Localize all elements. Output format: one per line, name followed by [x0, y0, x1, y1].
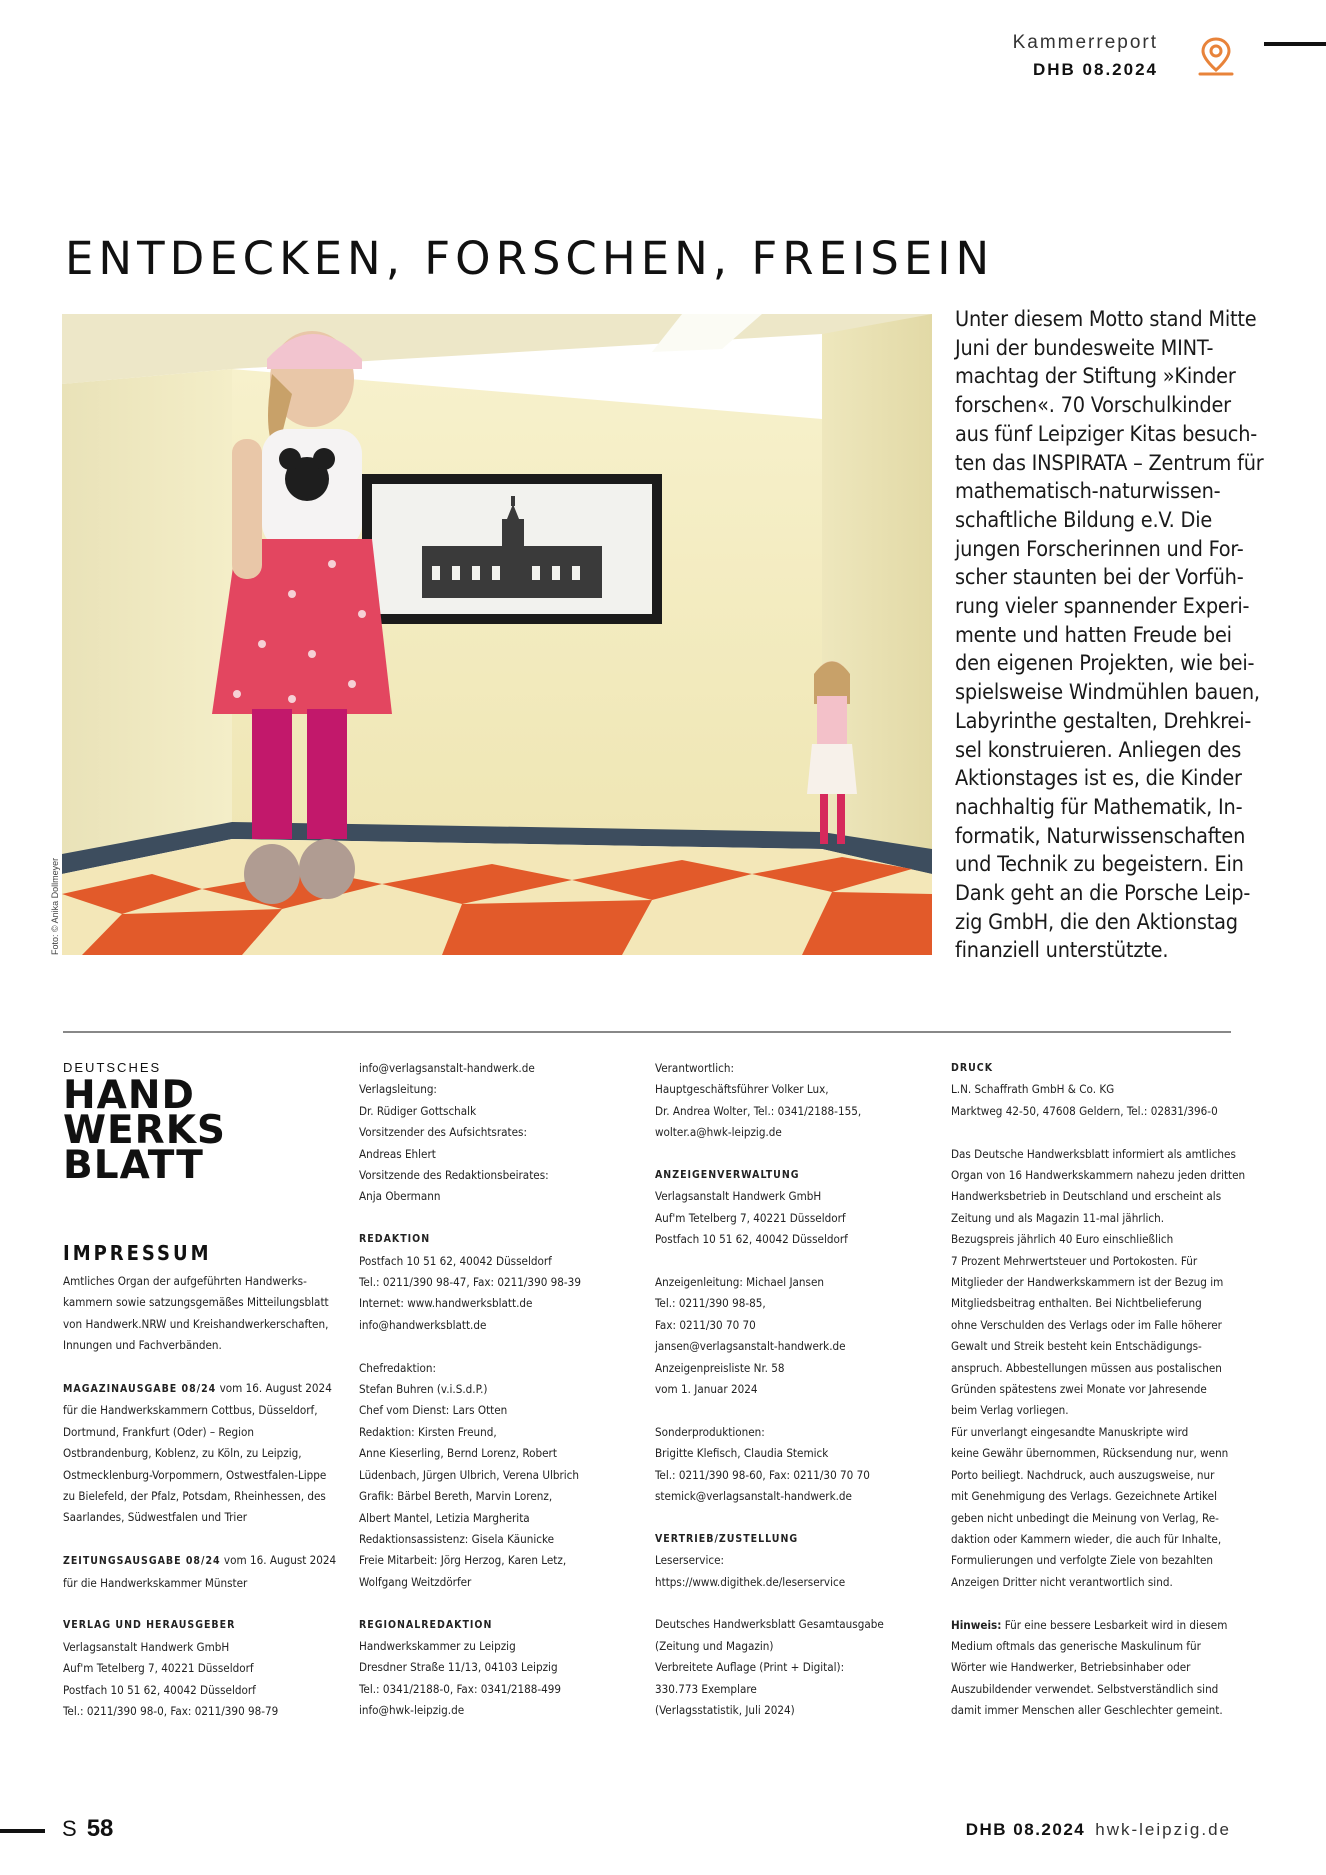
impressum-line: Dortmund, Frankfurt (Oder) – Region: [63, 1424, 255, 1439]
intro-line: Aktionstages ist es, die Kinder: [955, 766, 1242, 792]
impressum-line: zu Bielefeld, der Pfalz, Potsdam, Rheinhessen, des: [63, 1489, 326, 1504]
article-photo: [62, 314, 932, 955]
intro-line: Juni der bundesweite MINT-: [955, 335, 1214, 361]
impressum-line: Innungen und Fachverbänden.: [63, 1338, 222, 1353]
impressum-line: L.N. Schaffrath GmbH & Co. KG: [951, 1082, 1115, 1097]
impressum-line: von Handwerk.NRW und Kreishandwerkerschaften,: [63, 1316, 329, 1331]
impressum-line: Sonderproduktionen:: [655, 1424, 765, 1439]
impressum-line: VERTRIEB/ZUSTELLUNG: [655, 1532, 799, 1545]
impressum-line: Dr. Rüdiger Gottschalk: [359, 1103, 477, 1118]
impressum-line: Saarlandes, Südwestfalen und Trier: [63, 1510, 248, 1525]
impressum-line: DRUCK: [951, 1062, 994, 1074]
impressum-line: Lüdenbach, Jürgen Ulbrich, Verena Ulbrich: [359, 1467, 580, 1482]
impressum-line: [655, 1144, 884, 1165]
impressum-line: Verlagsanstalt Handwerk GmbH: [655, 1189, 822, 1204]
intro-line: rung vieler spannender Experi-: [955, 594, 1250, 620]
impressum-line: Auf'm Tetelberg 7, 40221 Düsseldorf: [655, 1210, 846, 1225]
footer-issue: DHB 08.2024: [965, 1820, 1086, 1839]
impressum-line: 7 Prozent Mehrwertsteuer und Portokosten. Für: [951, 1253, 1198, 1268]
impressum-line: Tel.: 0211/390 98-60, Fax: 0211/30 70 70: [655, 1467, 870, 1482]
impressum-line: jansen@verlagsanstalt-handwerk.de: [655, 1339, 846, 1354]
impressum-line: https://www.digithek.de/leserservice: [655, 1574, 846, 1589]
photo-credit: Foto: © Anika Dollmeyer: [50, 857, 60, 955]
impressum-line: [655, 1593, 884, 1614]
impressum-line: [951, 1122, 1245, 1143]
impressum-line: Brigitte Klefisch, Claudia Stemick: [655, 1446, 829, 1461]
impressum-column-3: [655, 1058, 884, 1722]
impressum-line: Vorsitzende des Redaktionsbeirates:: [359, 1168, 549, 1183]
impressum-line: keine Gewähr übernommen, Rücksendung nur, wenn: [951, 1446, 1229, 1461]
impressum-line: Ostbrandenburg, Koblenz, zu Köln, zu Leipzig,: [63, 1446, 302, 1461]
impressum-line: Fax: 0211/30 70 70: [655, 1317, 756, 1332]
impressum-line: Redaktion: Kirsten Freund,: [359, 1424, 497, 1439]
impressum-line: beim Verlag vorliegen.: [951, 1403, 1069, 1418]
impressum-line: stemick@verlagsanstalt-handwerk.de: [655, 1489, 852, 1504]
impressum-line: Mitgliedsbeitrag enthalten. Bei Nichtbelieferung: [951, 1296, 1202, 1311]
impressum-line: Marktweg 42-50, 47608 Geldern, Tel.: 02831/396-0: [951, 1103, 1218, 1118]
intro-line: zig GmbH, die den Aktionstag: [955, 909, 1238, 935]
impressum-line: Für unverlangt eingesandte Manuskripte wird: [951, 1424, 1189, 1439]
impressum-column-2: [359, 1058, 581, 1722]
impressum-line: 330.773 Exemplare: [655, 1681, 757, 1696]
impressum-line: (Zeitung und Magazin): [655, 1638, 774, 1653]
intro-line: forschen«. 70 Vorschulkinder: [955, 393, 1231, 419]
page-number-value: 58: [86, 1815, 114, 1842]
impressum-line: Anzeigenpreisliste Nr. 58: [655, 1360, 785, 1375]
impressum-line: Vorsitzender des Aufsichtsrates:: [359, 1125, 528, 1140]
intro-line: und Technik zu begeistern. Ein: [955, 852, 1244, 878]
impressum-line: Postfach 10 51 62, 40042 Düsseldorf: [63, 1682, 256, 1697]
intro-line: den eigenen Projekten, wie bei-: [955, 651, 1255, 677]
impressum-line: Verbreitete Auflage (Print + Digital):: [655, 1660, 845, 1675]
impressum-line: Ostmecklenburg-Vorpommern, Ostwestfalen-Lippe: [63, 1467, 327, 1482]
impressum-line: Mitglieder der Handwerkskammern ist der Bezug im: [951, 1275, 1224, 1290]
impressum-line: für die Handwerkskammern Cottbus, Düsseldorf,: [63, 1403, 318, 1418]
impressum-line: info@handwerksblatt.de: [359, 1317, 487, 1332]
intro-line: formatik, Naturwissenschaften: [955, 823, 1246, 849]
impressum-line: Deutsches Handwerksblatt Gesamtausgabe: [655, 1617, 884, 1632]
impressum-line: [63, 1529, 336, 1550]
impressum-line: Grafik: Bärbel Bereth, Marvin Lorenz,: [359, 1489, 553, 1504]
impressum-line: Organ von 16 Handwerkskammern nahezu jeden dritten: [951, 1168, 1246, 1183]
impressum-line: Tel.: 0211/390 98-0, Fax: 0211/390 98-79: [63, 1704, 279, 1719]
impressum-line: info@hwk-leipzig.de: [359, 1703, 465, 1718]
impressum-line: [655, 1251, 884, 1272]
intro-line: aus fünf Leipziger Kitas besuch-: [955, 421, 1258, 447]
impressum-line: [359, 1208, 581, 1229]
intro-line: Dank geht an die Porsche Leip-: [955, 881, 1251, 907]
impressum-line: Leserservice:: [655, 1553, 725, 1568]
impressum-line: Hauptgeschäftsführer Volker Lux,: [655, 1082, 829, 1097]
impressum-line: Postfach 10 51 62, 40042 Düsseldorf: [655, 1232, 848, 1247]
impressum-column-1: [63, 1271, 336, 1722]
impressum-line: Chef vom Dienst: Lars Otten: [359, 1403, 508, 1418]
impressum-line: für die Handwerkskammer Münster: [63, 1575, 248, 1590]
impressum-line: [951, 1593, 1245, 1614]
issue-label: MAGAZINAUSGABE 08/24: [63, 1383, 217, 1396]
section-label: Kammerreport: [1012, 32, 1158, 53]
impressum-line: vom 1. Januar 2024: [655, 1382, 758, 1397]
impressum-line: MAGAZINAUSGABE 08/24 vom 16. August 2024: [63, 1381, 332, 1396]
impressum-line: Chefredaktion:: [359, 1360, 436, 1375]
footer-rule: [0, 1829, 45, 1833]
impressum-line: Verlagsleitung:: [359, 1082, 437, 1097]
footer-url[interactable]: hwk-leipzig.de: [1095, 1820, 1231, 1839]
intro-line: schaftliche Bildung e.V. Die: [955, 507, 1213, 533]
impressum-line: Postfach 10 51 62, 40042 Düsseldorf: [359, 1253, 552, 1268]
impressum-line: Porto beiliegt. Nachdruck, auch auszugsweise, nur: [951, 1467, 1215, 1482]
hinweis-label: Hinweis:: [951, 1617, 1002, 1632]
impressum-line: Handwerksbetrieb in Deutschland und erscheint als: [951, 1189, 1222, 1204]
location-pin-icon: [1196, 36, 1236, 80]
impressum-line: Verlagsanstalt Handwerk GmbH: [63, 1639, 230, 1654]
impressum-line: Gründen spätestens zwei Monate vor Jahresende: [951, 1382, 1207, 1397]
intro-line: Labyrinthe gestalten, Drehkrei-: [955, 708, 1252, 734]
impressum-line: damit immer Menschen aller Geschlechter gemeint.: [951, 1703, 1223, 1718]
impressum-line: Hinweis: Für eine bessere Lesbarkeit wird in diesem: [951, 1617, 1228, 1632]
intro-line: mathematisch-naturwissen-: [955, 479, 1221, 505]
impressum-line: Wolfgang Weitzdörfer: [359, 1574, 472, 1589]
intro-line: ten das INSPIRATA – Zentrum für: [955, 450, 1264, 476]
page-prefix: S: [62, 1816, 79, 1841]
impressum-line: mit Genehmigung des Verlags. Gezeichnete Artikel: [951, 1489, 1217, 1504]
impressum-line: Wörter wie Handwerker, Betriebsinhaber oder: [951, 1660, 1191, 1675]
intro-line: scher staunten bei der Vorfüh-: [955, 565, 1244, 591]
impressum-line: [63, 1594, 336, 1615]
impressum-line: ANZEIGENVERWALTUNG: [655, 1169, 800, 1182]
header-rule: [1264, 42, 1326, 46]
impressum-line: [655, 1507, 884, 1528]
impressum-line: Tel.: 0211/390 98-85,: [655, 1296, 766, 1311]
impressum-line: REDAKTION: [359, 1233, 431, 1246]
article-title: ENTDECKEN, FORSCHEN, FREISEIN: [65, 232, 995, 285]
impressum-line: ohne Verschulden des Verlags oder im Falle höherer: [951, 1317, 1222, 1332]
intro-line: machtag der Stiftung »Kinder: [955, 364, 1236, 390]
impressum-line: Anzeigenleitung: Michael Jansen: [655, 1275, 824, 1290]
impressum-line: anspruch. Abbestellungen müssen aus postalischen: [951, 1360, 1222, 1375]
impressum-line: [359, 1593, 581, 1614]
logo-line: BLATT: [63, 1143, 204, 1188]
intro-line: nachhaltig für Mathematik, In-: [955, 794, 1243, 820]
impressum-line: Medium oftmals das generische Maskulinum für: [951, 1638, 1201, 1653]
impressum-line: VERLAG UND HERAUSGEBER: [63, 1619, 236, 1632]
impressum-line: Zeitung und als Magazin 11-mal jährlich.: [951, 1210, 1165, 1225]
issue-label: DHB 08.2024: [1032, 60, 1158, 79]
impressum-line: Amtliches Organ der aufgeführten Handwerks-: [63, 1274, 307, 1288]
impressum-line: (Verlagsstatistik, Juli 2024): [655, 1703, 795, 1718]
impressum-line: Anzeigen Dritter nicht verantwortlich sind.: [951, 1574, 1173, 1589]
logo-top: DEUTSCHES: [63, 1060, 162, 1075]
impressum-line: Stefan Buhren (v.i.S.d.P.): [359, 1382, 488, 1397]
footer-right: [966, 1820, 1231, 1840]
intro-line: jungen Forscherinnen und For-: [955, 536, 1244, 562]
impressum-line: Andreas Ehlert: [359, 1146, 436, 1161]
impressum-line: Anne Kieserling, Bernd Lorenz, Robert: [359, 1446, 557, 1461]
impressum-line: geben nicht unbedingt die Meinung von Verlag, Re-: [951, 1510, 1219, 1525]
impressum-line: Tel.: 0211/390 98-47, Fax: 0211/390 98-39: [359, 1275, 581, 1290]
impressum-line: kammern sowie satzungsgemäßes Mitteilungsblatt: [63, 1295, 329, 1310]
impressum-line: [63, 1357, 336, 1378]
impressum-line: REGIONALREDAKTION: [359, 1618, 493, 1631]
logo-line: HAND: [63, 1073, 195, 1118]
impressum-line: Bezugspreis jährlich 40 Euro einschließlich: [951, 1232, 1174, 1247]
logo-line: WERKS: [63, 1108, 226, 1153]
impressum-line: daktion oder Kammern wieder, die auch für Inhalte,: [951, 1531, 1222, 1546]
handwerksblatt-logo: [63, 1073, 226, 1188]
impressum-column-4: [951, 1058, 1245, 1722]
impressum-heading: IMPRESSUM: [63, 1241, 212, 1265]
impressum-line: Tel.: 0341/2188-0, Fax: 0341/2188-499: [359, 1681, 562, 1696]
page-number: [62, 1815, 113, 1843]
impressum-line: [655, 1400, 884, 1421]
impressum-line: Gewalt und Streik besteht kein Entschädigungs-: [951, 1339, 1202, 1354]
impressum-line: Internet: www.handwerksblatt.de: [359, 1296, 533, 1311]
impressum-line: wolter.a@hwk-leipzig.de: [655, 1125, 782, 1140]
section-divider: [63, 1031, 1231, 1033]
intro-line: finanziell unterstützte.: [955, 938, 1169, 964]
impressum-line: Verantwortlich:: [655, 1061, 734, 1075]
intro-line: Unter diesem Motto stand Mitte: [955, 307, 1257, 332]
impressum-line: Dr. Andrea Wolter, Tel.: 0341/2188-155,: [655, 1103, 862, 1118]
impressum-line: Freie Mitarbeit: Jörg Herzog, Karen Letz,: [359, 1553, 567, 1568]
impressum-line: Handwerkskammer zu Leipzig: [359, 1638, 516, 1653]
impressum-line: info@verlagsanstalt-handwerk.de: [359, 1061, 535, 1075]
impressum-line: ZEITUNGSAUSGABE 08/24 vom 16. August 2024: [63, 1553, 337, 1568]
impressum-line: Auf'm Tetelberg 7, 40221 Düsseldorf: [63, 1661, 254, 1676]
intro-line: spielsweise Windmühlen bauen,: [955, 680, 1260, 706]
intro-line: sel konstruieren. Anliegen des: [955, 737, 1242, 763]
impressum-line: Redaktionsassistenz: Gisela Käunicke: [359, 1531, 554, 1546]
impressum-line: Das Deutsche Handwerksblatt informiert als amtliches: [951, 1146, 1236, 1161]
impressum-line: Dresdner Straße 11/13, 04103 Leipzig: [359, 1660, 558, 1675]
issue-label: ZEITUNGSAUSGABE 08/24: [63, 1555, 221, 1568]
intro-text: [955, 306, 1264, 966]
impressum-line: Formulierungen und verfolgte Ziele von bezahlten: [951, 1553, 1214, 1568]
impressum-line: Albert Mantel, Letizia Margherita: [359, 1510, 530, 1525]
impressum-line: Auszubildender verwendet. Selbstverständlich sind: [951, 1681, 1219, 1696]
impressum-line: [359, 1336, 581, 1357]
impressum-line: Anja Obermann: [359, 1189, 441, 1204]
intro-line: mente und hatten Freude bei: [955, 622, 1232, 648]
